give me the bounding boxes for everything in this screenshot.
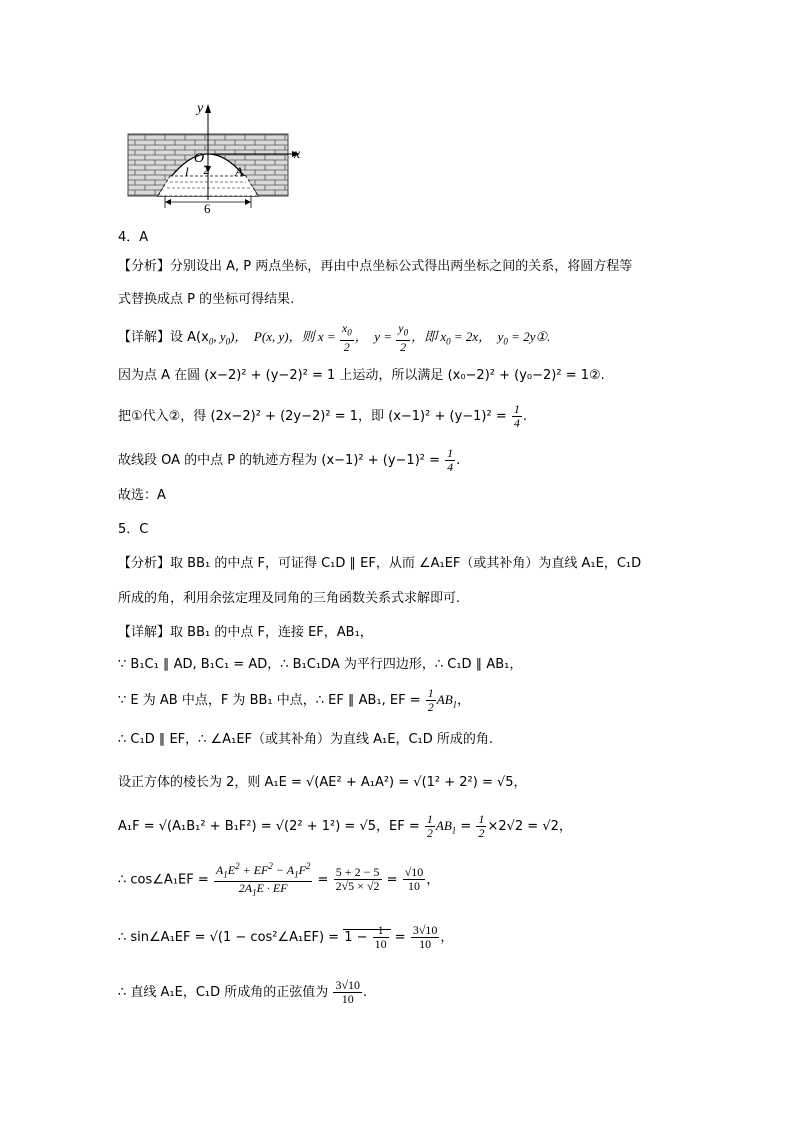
q4-analysis-line1 xyxy=(118,257,632,277)
q5-detail-l6: A₁F = √(A₁B₁² + B₁F²) = √(2² + 1²) = √5，EF = xyxy=(118,819,420,834)
q5-detail-line9: ∴ 直线 A₁E，C₁D 所成角的正弦值为 $\frac{3√10}{10}$ . xyxy=(118,978,368,1006)
analysis-tag: 【分析】 xyxy=(118,259,171,274)
depth-label: 2 xyxy=(203,162,210,177)
q5-detail-l7: ∴ cos∠A₁EF = xyxy=(118,872,209,888)
q4-analysis-line2: 式替换成点 P 的坐标可得结果. xyxy=(118,292,295,307)
q5-detail-l9: ∴ 直线 A₁E，C₁D 所成角的正弦值为 xyxy=(118,985,329,1000)
q5-detail-line2: ∵ B₁C₁ ∥ AD, B₁C₁ = AD，∴ B₁C₁DA 为平行四边形，∴ C₁D ∥ AB₁， xyxy=(118,657,523,672)
q4-detail-line4: 故线段 OA 的中点 P 的轨迹方程为 (x−1)² + (y−1)² = $\frac{1}{4}$ . xyxy=(118,446,461,474)
q4-detail-line3: 把①代入②，得 (2x−2)² + (2y−2)² = 1，即 (x−1)² + (y−1)² = $\frac{1}{4}$ . xyxy=(118,402,528,430)
y-axis-label: y xyxy=(197,101,204,116)
q5-detail-l3: ∵ E 为 AB 中点，F 为 BB₁ 中点，∴ EF ∥ AB₁, EF = xyxy=(118,693,421,708)
q5-analysis-line2: 所成的角，利用余弦定理及同角的三角函数关系式求解即可. xyxy=(118,591,461,606)
q5-detail-line1 xyxy=(118,623,373,643)
q4-detail-l4: 故线段 OA 的中点 P 的轨迹方程为 (x−1)² + (y−1)² = xyxy=(118,453,441,468)
q5-detail-line5: 设正方体的棱长为 2，则 A₁E = √(AE² + A₁A²) = √(1² + 2²) = √5， xyxy=(118,775,527,790)
q5-analysis-line1 xyxy=(118,554,641,574)
width-label: 6 xyxy=(204,201,211,215)
left-label: l xyxy=(185,164,189,179)
q5-detail-line8: ∴ sin∠A₁EF = √(1 − cos²∠A₁EF) = 1 − $\frac{1}{10}$ = $\frac{3√10}{10}$ ， xyxy=(118,923,454,951)
q5-detail-l8: ∴ sin∠A₁EF = √(1 − cos²∠A₁EF) = xyxy=(118,930,340,945)
q5-detail-line3: ∵ E 为 AB 中点，F 为 BB₁ 中点，∴ EF ∥ AB₁, EF = $\frac{1}{2}$ $AB_1$， xyxy=(118,686,471,714)
q4-analysis-text1: 分别设出 A, P 两点坐标，再由中点坐标公式得出两坐标之间的关系，将圆方程等 xyxy=(170,259,633,274)
x-axis-label: x xyxy=(294,147,301,162)
q5-detail-line4: ∴ C₁D ∥ EF，∴ ∠A₁EF（或其补角）为直线 A₁E，C₁D 所成的角. xyxy=(118,732,494,747)
q4-detail-l3: 把①代入②，得 (2x−2)² + (2y−2)² = 1，即 (x−1)² + (y−1)² = xyxy=(118,409,507,424)
detail-tag: 【详解】 xyxy=(118,330,171,345)
q5-header: 5．C xyxy=(118,522,149,537)
analysis-tag: 【分析】 xyxy=(118,556,171,571)
origin-label: O xyxy=(194,151,205,166)
q5-detail-line7: ∴ cos∠A₁EF = $\frac{A_1E^2 + EF^2 - A_1F^2}{2A_1E \cdot EF}$ = $\frac{5 + 2 - 5}{2√5 \times √2}$ = $\frac{√10}{10}$ ， xyxy=(118,861,440,898)
q4-detail-line1 xyxy=(118,322,550,357)
q4-answer: 故选：A xyxy=(118,488,166,503)
bridge-arch-figure xyxy=(125,100,315,215)
detail-tag: 【详解】 xyxy=(118,625,171,640)
q5-detail-l1: 取 BB₁ 的中点 F，连接 EF，AB₁， xyxy=(170,625,373,640)
q4-detail-l1-rest: $_0$, $y_0$)， P(x, y)，则 x = $\frac{x_0}{2}$ ， y = $\frac{y_0}{2}$ ，即 $x_0 = 2x$， $y_0$ = 2y①. xyxy=(208,321,551,354)
q5-detail-line6: A₁F = √(A₁B₁² + B₁F²) = √(2² + 1²) = √5，EF = $\frac{1}{2}$ $AB_1$ = $\frac{1}{2}$ ×2√2 = √2， xyxy=(118,812,572,840)
q4-header: 4．A xyxy=(118,230,149,245)
right-label: A xyxy=(235,164,243,179)
q5-analysis-text1: 取 BB₁ 的中点 F，可证得 C₁D ∥ EF，从而 ∠A₁EF（或其补角）为直线 A₁E，C₁D xyxy=(170,556,642,571)
q4-detail-l1: 设 A(x xyxy=(170,330,209,345)
q4-detail-line2: 因为点 A 在圆 (x−2)² + (y−2)² = 1 上运动，所以满足 (x₀−2)² + (y₀−2)² = 1②. xyxy=(118,368,605,383)
